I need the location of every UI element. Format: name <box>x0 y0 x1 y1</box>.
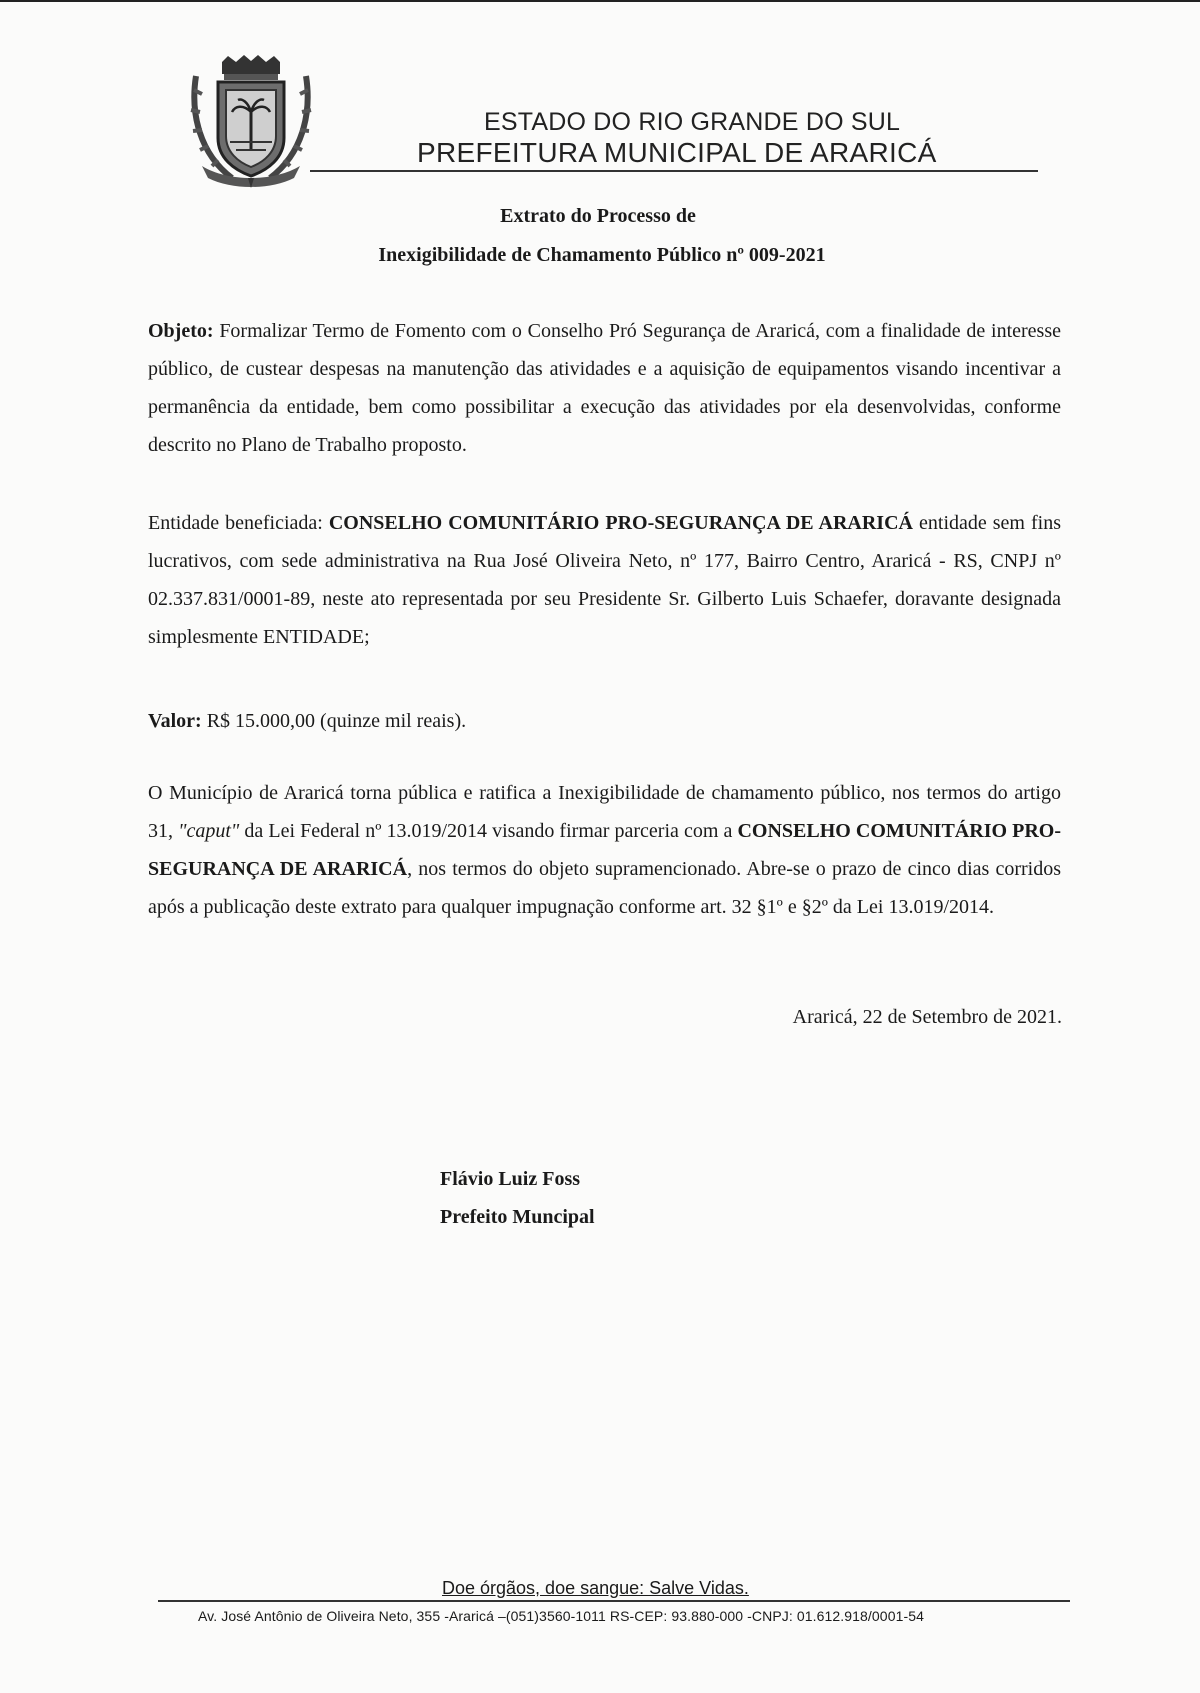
header-divider <box>310 170 1038 172</box>
valor-paragraph <box>148 702 1061 740</box>
document-date: Araricá, 22 de Setembro de 2021. <box>792 1006 1062 1028</box>
objeto-text: Formalizar Termo de Fomento com o Conselho Pró Segurança de Araricá, com a finalidade de interesse público, de custear despesas na manutenção das atividades e a aquisição de equipamentos visando incentivar a permanência da entidade, bem como possibilitar a execução das atividades por ela desenvolvidas, conforme descrito no Plano de Trabalho proposto. <box>148 320 1061 456</box>
valor-text: R$ 15.000,00 (quinze mil reais). <box>206 710 467 732</box>
municipality-name: PREFEITURA MUNICIPAL DE ARARICÁ <box>417 137 937 168</box>
ratifica-text-1: O Município de Araricá torna pública e ratifica a Inexigibilidade de chamamento público, nos termos do artigo 31, <box>148 782 1061 842</box>
signatory-name: Flávio Luiz Foss <box>440 1168 581 1190</box>
objeto-label: Objeto: <box>148 320 214 342</box>
document-title-line1: Extrato do Processo de <box>500 205 696 227</box>
entidade-paragraph <box>148 504 1061 656</box>
ratifica-text-3: , nos termos do objeto supramencionado. Abre-se o prazo de cinco dias corridos após a publicação deste extrato para qualquer impugnação conforme art. 32 §1º e §2º da Lei 13.019/2014. <box>148 858 1062 918</box>
caput-term: "caput" <box>178 820 240 842</box>
ratifica-text-2: da Lei Federal nº 13.019/2014 visando firmar parceria com a <box>244 820 733 842</box>
footer-motto: Doe órgãos, doe sangue: Salve Vidas. <box>442 1578 749 1598</box>
entidade-label: Entidade beneficiada: <box>148 512 323 534</box>
ratifica-paragraph <box>148 774 1061 926</box>
footer-divider <box>158 1600 1070 1602</box>
ratifica-entity-name: CONSELHO COMUNITÁRIO PRO-SEGURANÇA DE ARARICÁ <box>148 820 1061 880</box>
entidade-name: CONSELHO COMUNITÁRIO PRO-SEGURANÇA DE ARARICÁ <box>328 512 913 534</box>
document-title-line2: Inexigibilidade de Chamamento Público nº 009-2021 <box>378 244 826 266</box>
signatory-role: Prefeito Muncipal <box>440 1206 595 1228</box>
entidade-text: entidade sem fins lucrativos, com sede administrativa na Rua José Oliveira Neto, nº 177, Bairro Centro, Araricá - RS, CNPJ nº 02.337.831/0001-89, neste ato representada por seu Presidente Sr. Gilberto Luis Schaefer, doravante designada simplesmente ENTIDADE; <box>148 512 1062 648</box>
state-name: ESTADO DO RIO GRANDE DO SUL <box>484 108 901 136</box>
coat-of-arms-icon <box>188 54 314 190</box>
valor-label: Valor: <box>148 710 202 732</box>
objeto-paragraph <box>148 312 1061 464</box>
footer-address: Av. José Antônio de Oliveira Neto, 355 -Araricá –(051)3560-1011 RS-CEP: 93.880-000 -CNPJ: 01.612.918/0001-54 <box>198 1608 925 1624</box>
